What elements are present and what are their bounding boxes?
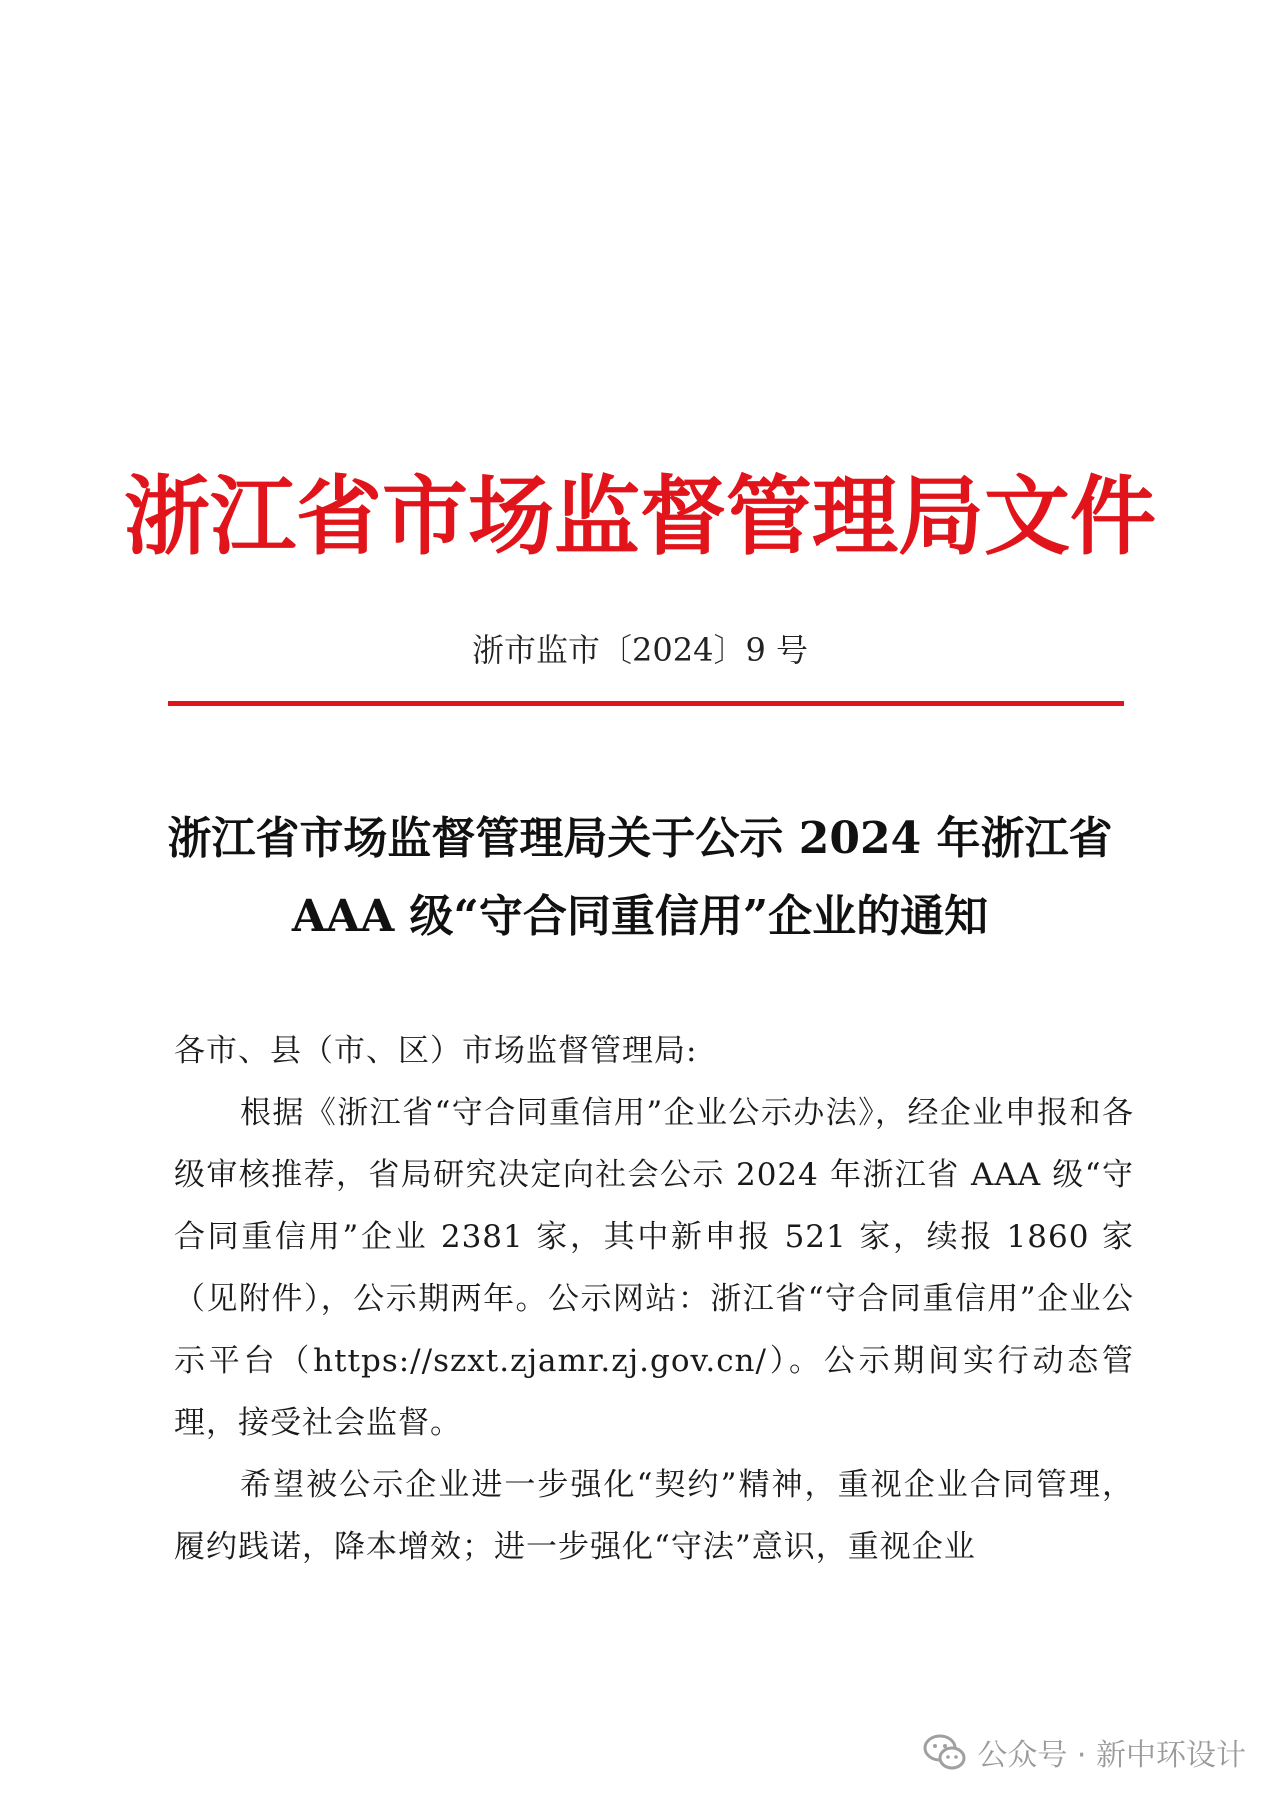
watermark-text: 公众号 · 新中环设计: [977, 1738, 1246, 1773]
addressee: 各市、县（市、区）市场监督管理局:: [174, 1033, 698, 1069]
body-paragraph-2: 希望被公示企业进一步强化“契约”精神，重视企业合同管理，履约践诺，降本增效；进一步强化“守法”意识，重视企业: [174, 1467, 1134, 1565]
document-number: 浙市监市〔2024〕9 号: [472, 631, 808, 669]
watermark: [923, 1730, 1246, 1774]
red-divider: [168, 701, 1124, 706]
masthead-title: 浙江省市场监督管理局文件: [124, 467, 1156, 567]
notice-body: [174, 1020, 1134, 1578]
notice-title: [80, 800, 1200, 956]
notice-title-line-2: AAA 级“守合同重信用”企业的通知: [291, 891, 989, 942]
notice-title-line-1: 浙江省市场监督管理局关于公示 2024 年浙江省: [167, 813, 1113, 864]
body-paragraph-1: 根据《浙江省“守合同重信用”企业公示办法》，经企业申报和各级审核推荐，省局研究决定向社会公示 2024 年浙江省 AAA 级“守合同重信用”企业 2381 家，其中新申报 521 家，续报 1860 家（见附件），公示期两年。公示网站：浙江省“守合同重信用”企业公示平台（https://szxt.zjamr.zj.gov.cn/）。公示期间实行动态管理，接受社会监督。: [174, 1095, 1134, 1441]
wechat-icon: [923, 1733, 967, 1771]
